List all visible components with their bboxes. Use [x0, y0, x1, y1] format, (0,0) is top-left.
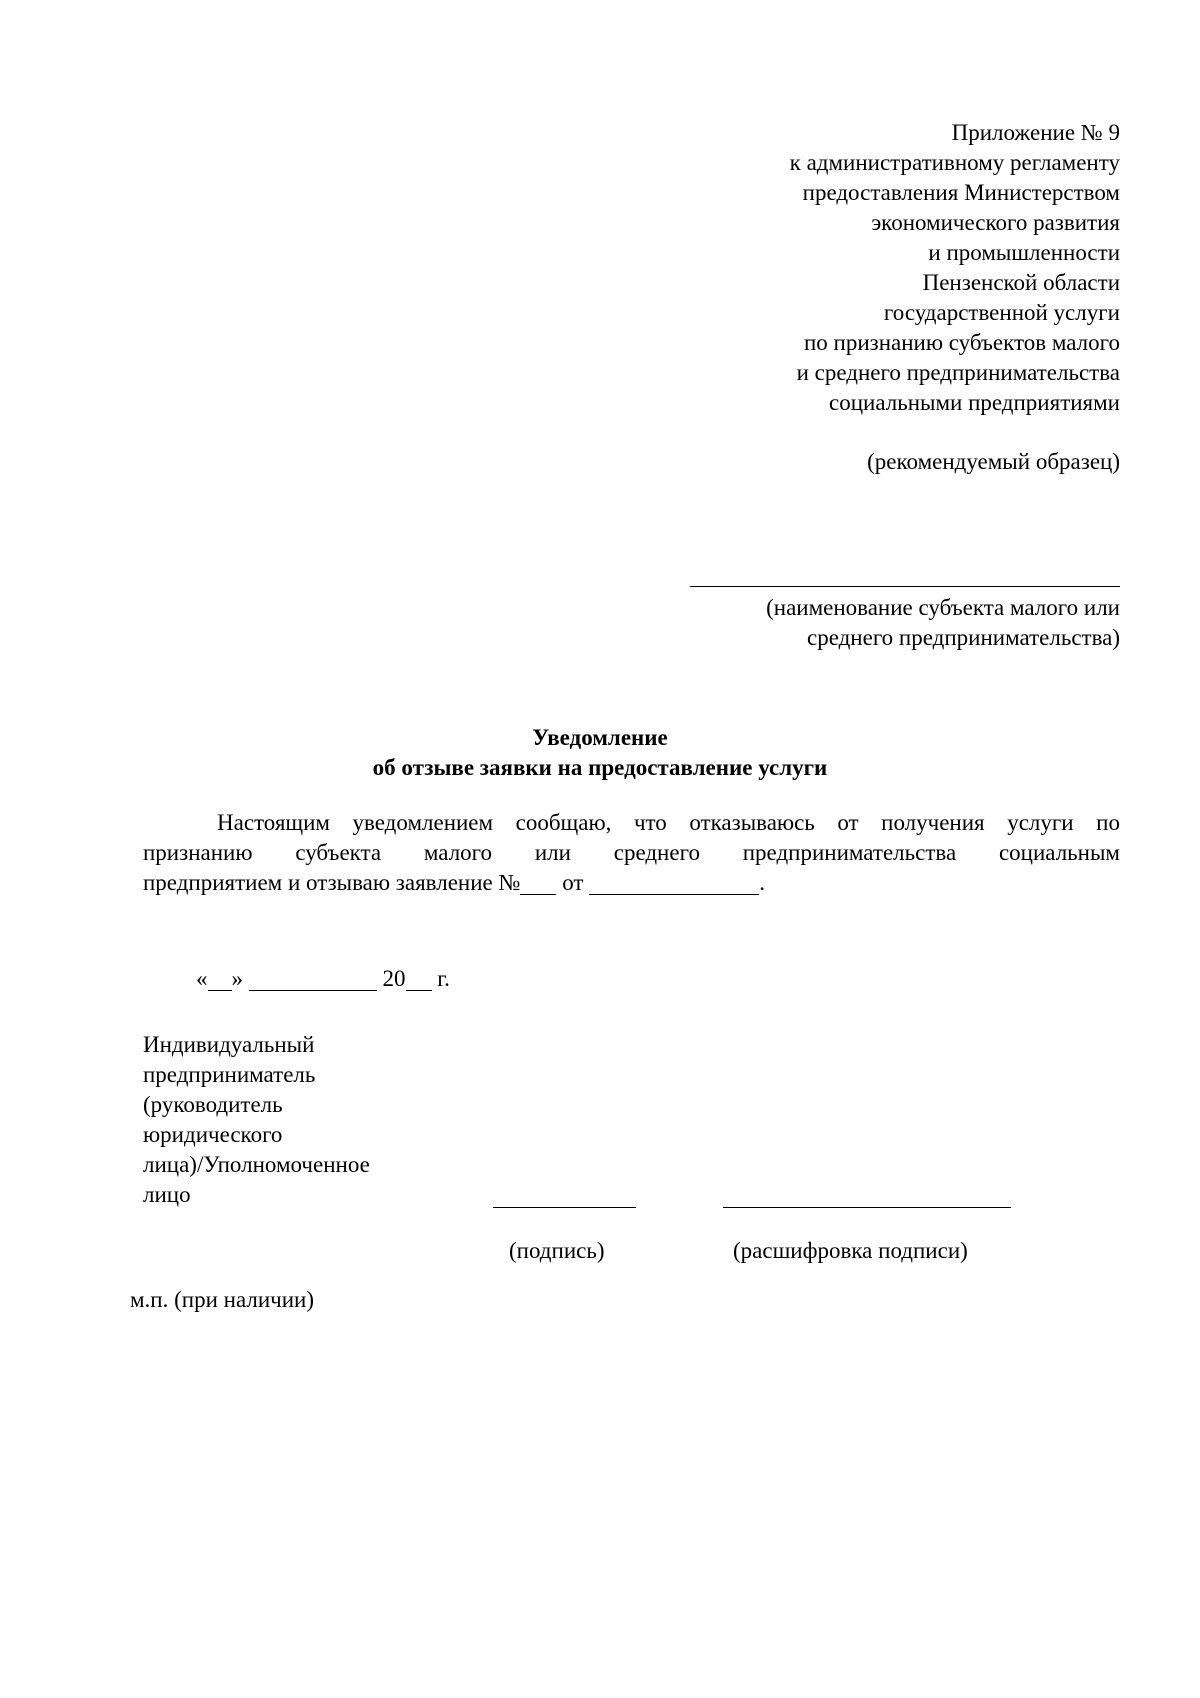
- date-close-quote: »: [231, 966, 243, 991]
- recipient-name-blank: [690, 560, 1120, 587]
- signer-line: лицо: [143, 1182, 191, 1207]
- date-year-prefix: 20: [382, 966, 406, 991]
- application-date-blank: [589, 872, 759, 895]
- appendix-line: по признанию субъектов малого: [803, 330, 1120, 355]
- appendix-line: и промышленности: [928, 240, 1120, 265]
- signer-line: предприниматель: [143, 1062, 316, 1087]
- signer-line: лица)/Уполномоченное: [143, 1152, 370, 1177]
- application-number-blank: [520, 872, 556, 895]
- notice-body: [143, 808, 1120, 898]
- title-subtitle-line: об отзыве заявки на предоставление услуги: [372, 755, 828, 780]
- appendix-line: государственной услуги: [883, 300, 1120, 325]
- stamp-note: м.п. (при наличии): [130, 1287, 314, 1312]
- body-text-fragment: от: [556, 870, 590, 895]
- date-open-quote: «: [196, 966, 208, 991]
- signature-decoding-caption: (расшифровка подписи): [733, 1238, 968, 1263]
- appendix-line: предоставления Министерством: [802, 180, 1120, 205]
- body-line: признанию субъекта малого или среднего предпринимательства социальным: [143, 840, 1120, 865]
- date-line: [196, 964, 450, 994]
- date-month-blank: [249, 968, 377, 991]
- date-year-blank: [406, 968, 432, 991]
- recipient-caption-line: среднего предпринимательства): [806, 625, 1120, 650]
- appendix-line: и среднего предпринимательства: [796, 360, 1120, 385]
- body-line: Настоящим уведомлением сообщаю, что отказываюсь от получения услуги по: [217, 810, 1120, 835]
- date-day-blank: [208, 968, 232, 991]
- title-line: Уведомление: [532, 725, 668, 750]
- signature-blank: [493, 1206, 636, 1208]
- recipient-caption-line: (наименование субъекта малого или: [766, 595, 1120, 620]
- date-year-suffix: г.: [431, 966, 450, 991]
- signer-line: (руководитель: [143, 1092, 283, 1117]
- signer-line: Индивидуальный: [143, 1032, 315, 1057]
- document-title: [0, 723, 1200, 783]
- body-text-fragment: .: [759, 870, 765, 895]
- signer-label: [143, 1030, 370, 1210]
- appendix-line: Пензенской области: [922, 270, 1120, 295]
- appendix-line: Приложение № 9: [951, 120, 1120, 145]
- appendix-line: к административному регламенту: [789, 150, 1120, 175]
- appendix-line: экономического развития: [871, 210, 1120, 235]
- appendix-header: [790, 118, 1120, 418]
- recipient-block: [680, 560, 1120, 653]
- signature-caption: (подпись): [509, 1238, 605, 1263]
- sample-note: (рекомендуемый образец): [867, 449, 1120, 474]
- body-text-fragment: предприятием и отзываю заявление №: [143, 870, 521, 895]
- appendix-line: социальными предприятиями: [829, 390, 1120, 415]
- signature-decoding-blank: [723, 1206, 1011, 1208]
- body-line-last: [143, 868, 1120, 898]
- signer-line: юридического: [143, 1122, 283, 1147]
